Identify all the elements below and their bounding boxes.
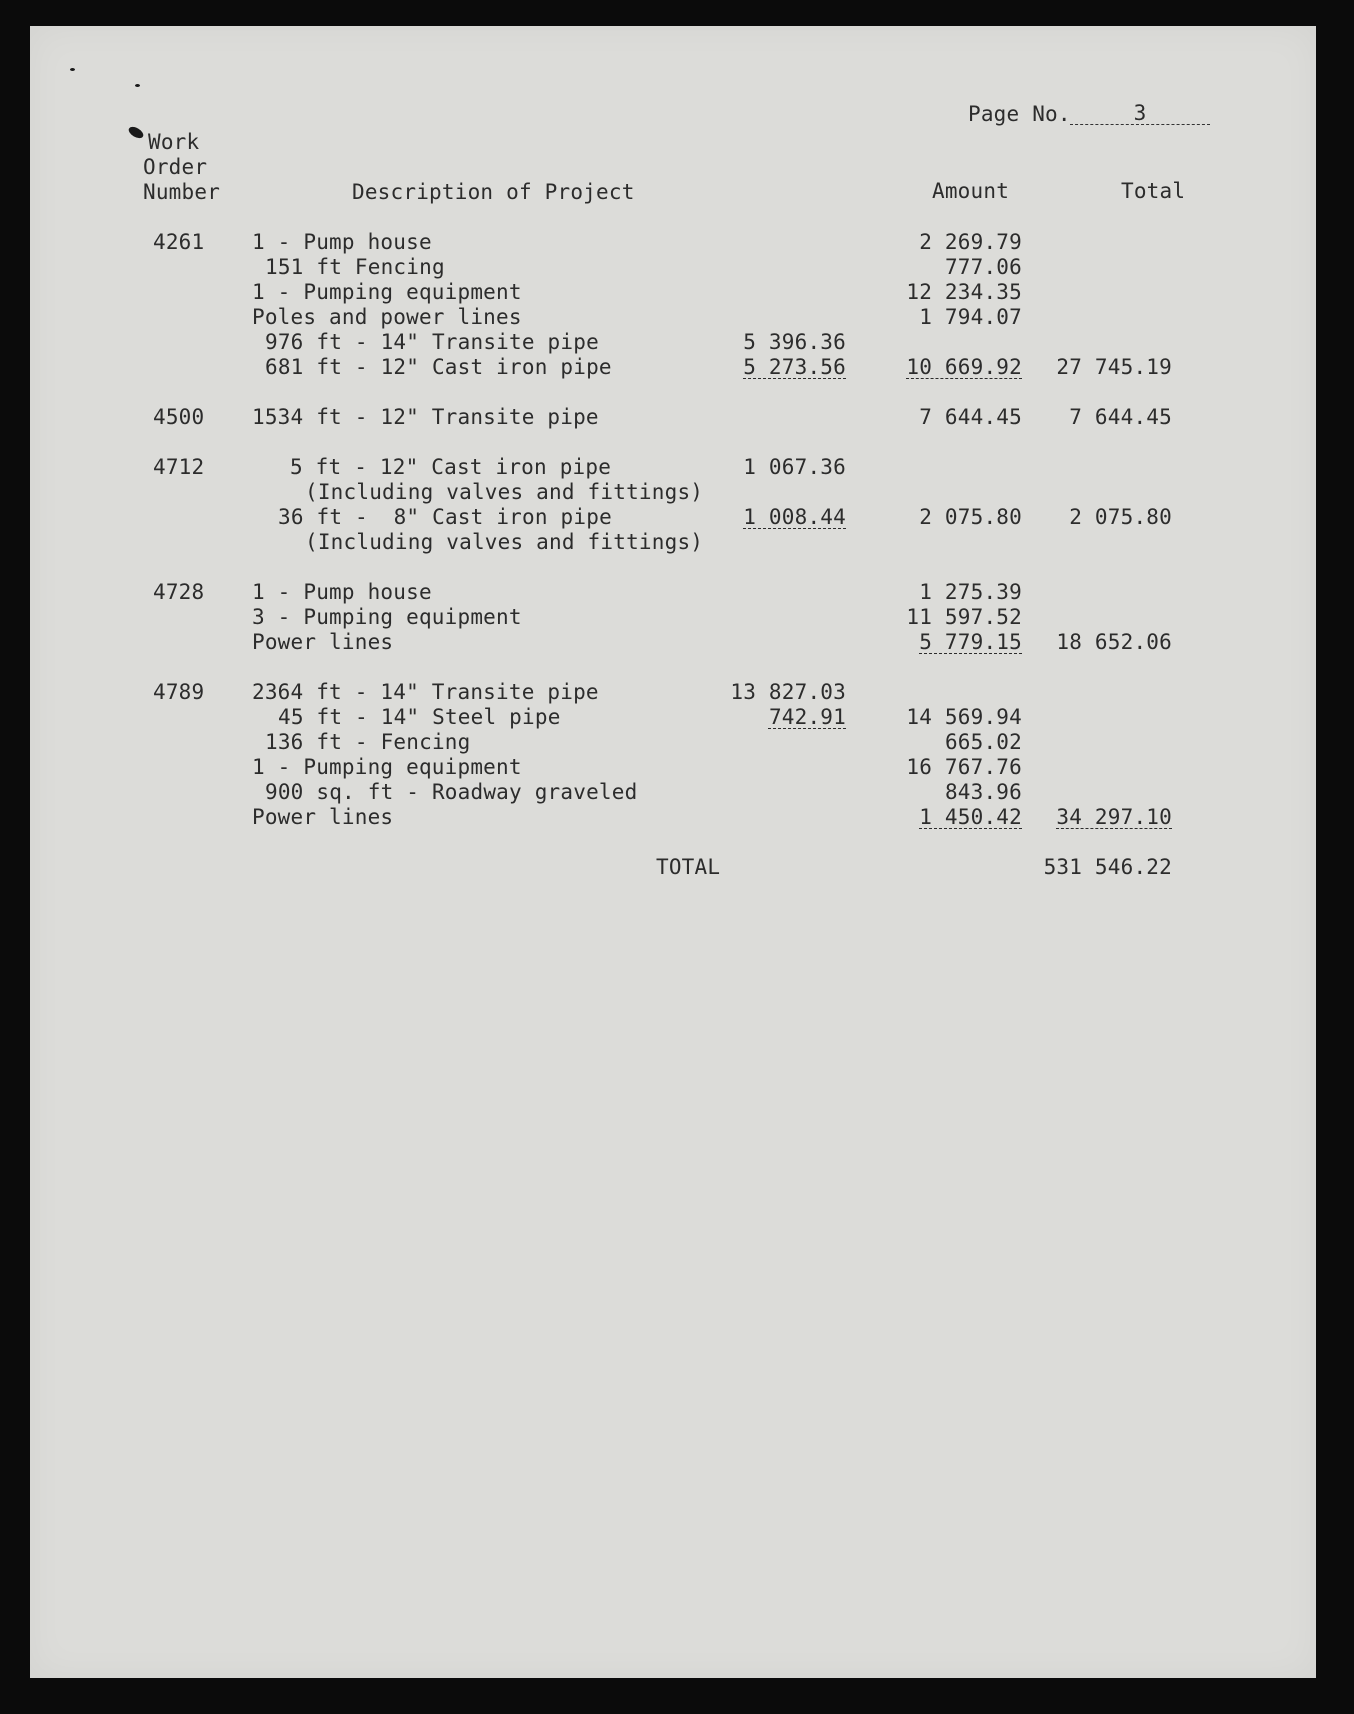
description-line: 1534 ft - 12" Transite pipe — [252, 405, 599, 429]
header-number: Number — [143, 180, 221, 204]
description-line: Power lines — [252, 805, 394, 829]
amount: 14 569.94 — [906, 705, 1022, 729]
sub-amount: 5 273.56 — [743, 355, 846, 379]
amount: 12 234.35 — [906, 280, 1022, 304]
sub-amount: 5 396.36 — [743, 330, 846, 354]
amount: 1 275.39 — [919, 580, 1022, 604]
description-line: 45 ft - 14" Steel pipe — [278, 705, 561, 729]
ink-mark — [70, 68, 75, 71]
document-page — [30, 26, 1316, 1678]
description-line: 5 ft - 12" Cast iron pipe — [290, 455, 612, 479]
header-work: Work — [148, 130, 200, 154]
description-line: (Including valves and fittings) — [305, 480, 704, 504]
sub-amount: 13 827.03 — [730, 680, 846, 704]
amount: 5 779.15 — [919, 630, 1022, 654]
description-line: 1 - Pumping equipment — [252, 755, 522, 779]
description-line: 1 - Pumping equipment — [252, 280, 522, 304]
description-line: Poles and power lines — [252, 305, 522, 329]
description-line: 1 - Pump house — [252, 230, 432, 254]
amount: 2 269.79 — [919, 230, 1022, 254]
description-line: 3 - Pumping equipment — [252, 605, 522, 629]
amount: 1 794.07 — [919, 305, 1022, 329]
work-order-number: 4728 — [153, 580, 205, 604]
amount: 777.06 — [944, 255, 1022, 279]
amount: 16 767.76 — [906, 755, 1022, 779]
amount: 1 450.42 — [919, 805, 1022, 829]
amount: 665.02 — [944, 730, 1022, 754]
amount: 2 075.80 — [919, 505, 1022, 529]
description-line: 681 ft - 12" Cast iron pipe — [265, 355, 612, 379]
description-line: 976 ft - 14" Transite pipe — [265, 330, 599, 354]
amount: 10 669.92 — [906, 355, 1022, 379]
header-description: Description of Project — [352, 180, 635, 204]
total-amount: 2 075.80 — [1069, 505, 1172, 529]
description-line: 1 - Pump house — [252, 580, 432, 604]
page-number-value: 3 — [1070, 102, 1210, 125]
description-line: (Including valves and fittings) — [305, 530, 704, 554]
ink-mark — [135, 84, 140, 87]
description-line: 2364 ft - 14" Transite pipe — [252, 680, 599, 704]
amount: 843.96 — [944, 780, 1022, 804]
work-order-number: 4712 — [153, 455, 205, 479]
total-amount: 7 644.45 — [1069, 405, 1172, 429]
total-amount: 27 745.19 — [1056, 355, 1172, 379]
amount: 11 597.52 — [906, 605, 1022, 629]
grand-total-label: TOTAL — [656, 855, 721, 879]
amount: 7 644.45 — [919, 405, 1022, 429]
page-number-label: Page No. — [968, 102, 1071, 126]
description-line: 900 sq. ft - Roadway graveled — [265, 780, 638, 804]
header-total: Total — [1121, 179, 1186, 203]
description-line: 136 ft - Fencing — [265, 730, 471, 754]
grand-total-value: 531 546.22 — [1043, 855, 1172, 879]
work-order-number: 4261 — [153, 230, 205, 254]
description-line: Power lines — [252, 630, 394, 654]
header-amount: Amount — [932, 179, 1010, 203]
work-order-number: 4500 — [153, 405, 205, 429]
header-order: Order — [143, 155, 208, 179]
sub-amount: 1 008.44 — [743, 505, 846, 529]
work-order-number: 4789 — [153, 680, 205, 704]
total-amount: 34 297.10 — [1056, 805, 1172, 829]
description-line: 36 ft - 8" Cast iron pipe — [278, 505, 612, 529]
sub-amount: 742.91 — [768, 705, 846, 729]
description-line: 151 ft Fencing — [265, 255, 445, 279]
sub-amount: 1 067.36 — [743, 455, 846, 479]
total-amount: 18 652.06 — [1056, 630, 1172, 654]
